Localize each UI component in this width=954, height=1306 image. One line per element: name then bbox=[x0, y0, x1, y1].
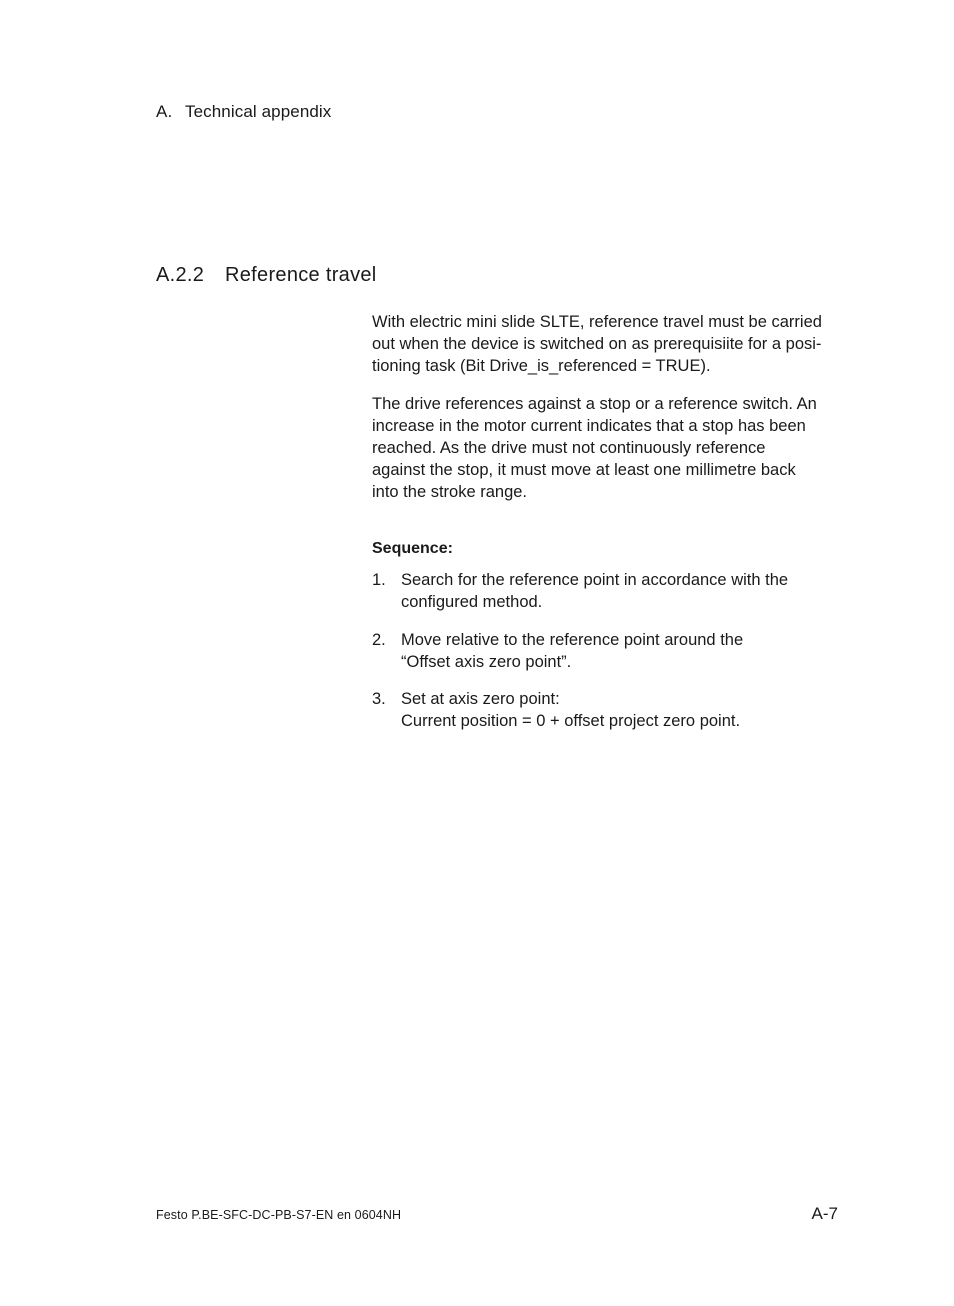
paragraph-line: tioning task (Bit Drive_is_referenced = TRUE). bbox=[372, 356, 711, 375]
section-title: Reference travel bbox=[225, 264, 377, 286]
paragraph-line: reached. As the drive must not continuously reference bbox=[372, 438, 766, 457]
paragraph-2 bbox=[372, 394, 852, 503]
paragraph-line: With electric mini slide SLTE, reference travel must be carried bbox=[372, 313, 822, 331]
step-text bbox=[401, 689, 740, 733]
step-text bbox=[401, 630, 743, 674]
step-number: 3. bbox=[372, 690, 386, 709]
step-line: “Offset axis zero point”. bbox=[401, 652, 572, 671]
step-number: 1. bbox=[372, 571, 386, 590]
paragraph-line: increase in the motor current indicates that a stop has been bbox=[372, 417, 806, 436]
paragraph-1 bbox=[372, 312, 852, 377]
step-line: Move relative to the reference point around the bbox=[401, 630, 744, 649]
chapter-number: A. bbox=[156, 102, 173, 121]
section-number: A.2.2 bbox=[156, 264, 205, 286]
chapter-title: Technical appendix bbox=[185, 102, 332, 121]
paragraph-line: out when the device is switched on as prerequisiite for a posi- bbox=[372, 334, 822, 353]
step-number: 2. bbox=[372, 630, 386, 649]
step-line: Current position = 0 + offset project zero point. bbox=[401, 712, 741, 731]
body-text bbox=[372, 312, 852, 749]
step-line: Set at axis zero point: bbox=[401, 690, 560, 709]
paragraph-line: against the stop, it must move at least one millimetre back bbox=[372, 460, 796, 479]
chapter-header bbox=[156, 102, 331, 122]
sequence-step-2 bbox=[372, 630, 852, 674]
section-heading bbox=[156, 264, 377, 287]
sequence-step-3 bbox=[372, 689, 852, 733]
step-line: Search for the reference point in accordance with the bbox=[401, 571, 789, 590]
footer-document-id: Festo P.BE-SFC-DC-PB-S7-EN en 0604NH bbox=[156, 1208, 402, 1222]
sequence-step-1 bbox=[372, 570, 852, 614]
step-line: configured method. bbox=[401, 592, 543, 611]
step-text bbox=[401, 570, 788, 614]
paragraph-line: The drive references against a stop or a reference switch. An bbox=[372, 395, 817, 414]
footer-page-number: A-7 bbox=[811, 1204, 838, 1223]
paragraph-line: into the stroke range. bbox=[372, 482, 528, 501]
sequence-heading: Sequence: bbox=[372, 540, 453, 558]
